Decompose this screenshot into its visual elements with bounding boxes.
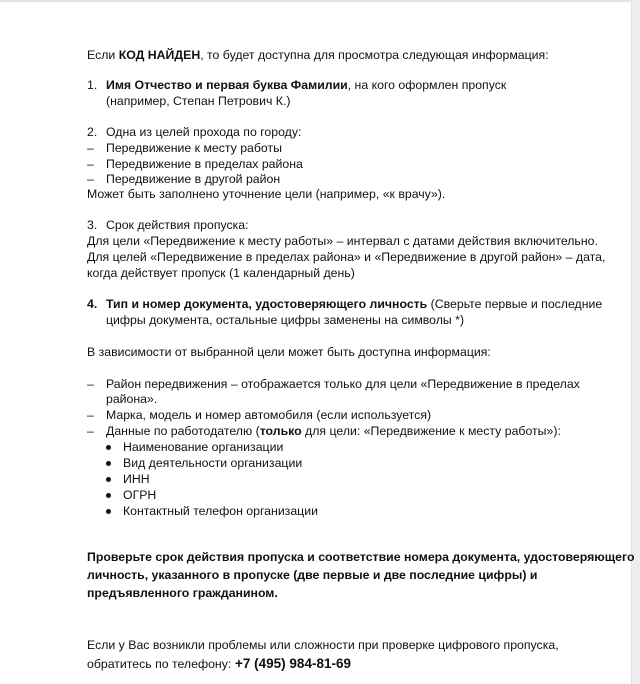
item4-line2: цифры документа, остальные цифры заменены на символы *): [106, 313, 465, 327]
item1-text: , на кого оформлен пропуск: [347, 78, 507, 92]
warning-line: предъявленного гражданином.: [87, 586, 278, 600]
page-right-margin: [632, 0, 640, 684]
district-info-cont: района».: [106, 392, 158, 406]
dash-marker: –: [87, 424, 94, 438]
employer-bold-only: только: [259, 424, 302, 438]
dependent-heading: В зависимости от выбранной цели может быть доступна информация:: [87, 345, 491, 359]
intro-text-tail: , то будет доступна для просмотра следующая информация:: [200, 48, 549, 62]
warning-line: Проверьте срок действия пропуска и соответствие номера документа, удостоверяющего: [87, 550, 635, 564]
purpose-item: Передвижение к месту работы: [106, 141, 282, 155]
dash-marker: –: [87, 157, 94, 171]
purpose-note: Может быть заполнено уточнение цели (например, «к врачу»).: [87, 187, 446, 201]
item3-number: 3.: [87, 218, 98, 232]
item4-number: 4.: [87, 297, 98, 311]
item3-line: Для цели «Передвижение к месту работы» – интервал с датами действия включительно.: [87, 234, 598, 248]
purpose-item: Передвижение в пределах района: [106, 157, 303, 171]
dash-marker: –: [87, 408, 94, 422]
car-info: Марка, модель и номер автомобиля (если используется): [106, 408, 432, 422]
contact-text: обратитесь по телефону:: [87, 657, 232, 671]
item1-example: (например, Степан Петрович К.): [106, 94, 291, 108]
bullet-icon: [106, 493, 111, 498]
employer-field: Наименование организации: [123, 440, 284, 454]
employer-field: ИНН: [123, 472, 150, 486]
employer-field: Вид деятельности организации: [123, 456, 303, 470]
dash-marker: –: [87, 141, 94, 155]
item3-line: когда действует пропуск (1 календарный день): [87, 266, 355, 280]
employer-field: ОГРН: [123, 488, 157, 502]
district-info: Район передвижения – отображается только для цели «Передвижение в пределах: [106, 377, 580, 391]
dash-marker: –: [87, 377, 94, 391]
employer-field: Контактный телефон организации: [123, 504, 318, 518]
intro-paragraph: [87, 48, 549, 63]
item3-heading: Срок действия пропуска:: [106, 218, 249, 232]
purpose-item: Передвижение в другой район: [106, 172, 281, 186]
intro-bold-code-found: КОД НАЙДЕН: [118, 48, 201, 62]
employer-info: [106, 424, 561, 439]
page-top-edge: [0, 0, 640, 2]
intro-text: Если: [87, 48, 119, 62]
employer-text-tail: для цели: «Передвижение к месту работы»):: [301, 424, 561, 438]
item4-text: (Сверьте первые и последние: [427, 297, 603, 311]
employer-text: Данные по работодателю (: [106, 424, 260, 438]
item3-line: Для целей «Передвижение в пределах района» и «Передвижение в другой район» – дата,: [87, 250, 606, 264]
item2-heading: Одна из целей прохода по городу:: [106, 125, 302, 139]
item1-number: 1.: [87, 78, 98, 92]
phone-number: +7 (495) 984-81-69: [231, 656, 351, 671]
bullet-icon: [106, 461, 111, 466]
item2-number: 2.: [87, 125, 98, 139]
bullet-icon: [106, 477, 111, 482]
contact-line: Если у Вас возникли проблемы или сложности при проверке цифрового пропуска,: [87, 638, 559, 652]
warning-line: личность, указанного в пропуске (две первые и две последние цифры) и: [87, 568, 538, 582]
contact-phone-line: [87, 656, 351, 672]
item4-bold: Тип и номер документа, удостоверяющего личность: [106, 297, 428, 311]
item1-line: [106, 78, 506, 93]
dash-marker: –: [87, 172, 94, 186]
bullet-icon: [106, 509, 111, 514]
bullet-icon: [106, 445, 111, 450]
item1-bold: Имя Отчество и первая буква Фамилии: [106, 78, 348, 92]
item4-line: [106, 297, 602, 312]
